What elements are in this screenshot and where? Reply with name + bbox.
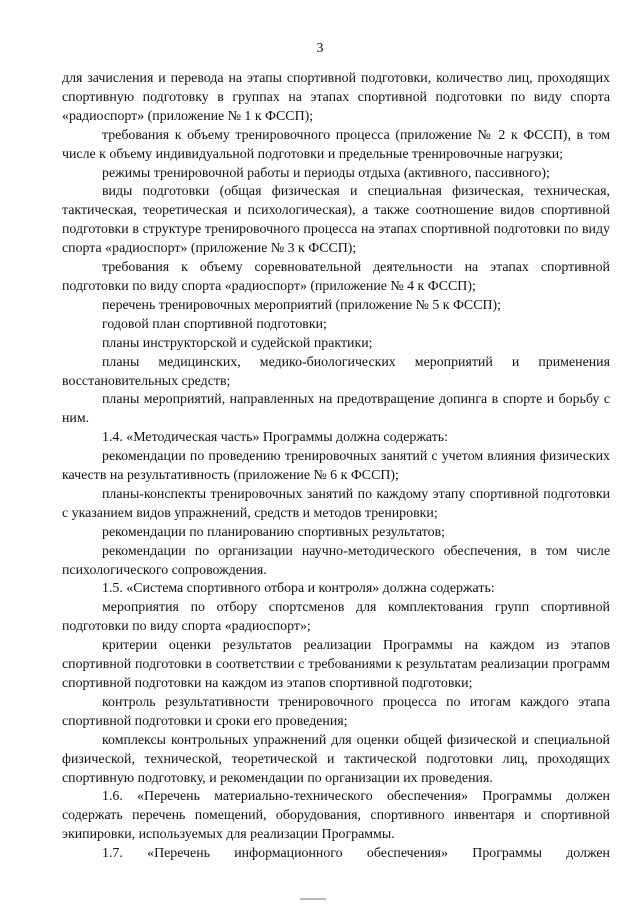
section-heading-material-support: 1.6. «Перечень материально-технического обеспечения» Программы должен содержать перечень помещений, оборудования, спортивного инвентаря и спортивной экипировки, используемых для реализации Программы. bbox=[62, 789, 610, 843]
paragraph-admission-criteria: для зачисления и перевода на этапы спортивной подготовки, количество лиц, проходящих спортивную подготовку в группах на этапах спортивной подготовки по виду спорта «радиоспорт» (приложение № 1 к ФССП); bbox=[62, 71, 610, 124]
paragraph-training-types: виды подготовки (общая физическая и специальная физическая, техническая, тактическая, теоретическая и психологическая), а также соотношение видов спортивной подготовки в структуре тренировочного процесса на этапах спортивной подготовки по виду спорта «радиоспорт» (приложение № 3 к ФССП); bbox=[62, 184, 610, 257]
section-heading-methodical-part: 1.4. «Методическая часть» Программы должна содержать: bbox=[102, 430, 448, 446]
paragraph-evaluation-criteria: критерии оценки результатов реализации Программы на каждом из этапов спортивной подготовки в соответствии с требованиями к результатам реализации программ спортивной подготовки на каждом из этапов спортивной подготовки; bbox=[62, 638, 610, 691]
paragraph-scientific-support: рекомендации по организации научно-методического обеспечения, в том числе психологического сопровождения. bbox=[62, 543, 610, 578]
paragraph-anti-doping: планы мероприятий, направленных на предотвращение допинга в спорте и борьбу с ним. bbox=[62, 392, 610, 427]
paragraph-lesson-plans: планы-конспекты тренировочных занятий по каждому этапу спортивной подготовки с указанием видов упражнений, средств и методов тренировки; bbox=[62, 486, 610, 521]
section-heading-information-support: 1.7. «Перечень информационного обеспечения» Программы должен bbox=[102, 846, 610, 862]
paragraph-annual-plan: годовой план спортивной подготовки; bbox=[102, 316, 327, 332]
scan-mark bbox=[300, 898, 326, 900]
paragraph-medical-plans: планы медицинских, медико-биологических мероприятий и применения восстановительных средств; bbox=[62, 354, 610, 389]
paragraph-athlete-selection: мероприятия по отбору спортсменов для комплектования групп спортивной подготовки по виду спорта «радиоспорт»; bbox=[62, 600, 610, 635]
paragraph-control-exercises: комплексы контрольных упражнений для оценки общей физической и специальной физической, технической, теоретической и тактической подготовки лиц, проходящих спортивную подготовку, и рекомендации по организации их проведения. bbox=[62, 732, 610, 786]
paragraph-training-recommendations: рекомендации по проведению тренировочных занятий с учетом влияния физических качеств на результативность (приложение № 6 к ФССП); bbox=[62, 449, 610, 484]
section-heading-selection-control: 1.5. «Система спортивного отбора и контроля» должна содержать: bbox=[102, 581, 495, 597]
document-body bbox=[62, 70, 610, 864]
paragraph-performance-control: контроль результативности тренировочного процесса по итогам каждого этапа спортивной подготовки и сроки его проведения; bbox=[62, 694, 610, 729]
paragraph-results-planning: рекомендации по планированию спортивных результатов; bbox=[102, 524, 446, 540]
paragraph-training-regimes: режимы тренировочной работы и периоды отдыха (активного, пассивного); bbox=[102, 165, 550, 181]
paragraph-training-volume: требования к объему тренировочного процесса (приложение № 2 к ФССП), в том числе к объему индивидуальной подготовки и предельные тренировочные нагрузки; bbox=[62, 127, 610, 162]
paragraph-competition-volume: требования к объему соревновательной деятельности на этапах спортивной подготовки по виду спорта «радиоспорт» (приложение № 4 к ФССП); bbox=[62, 260, 610, 294]
page-number: 3 bbox=[316, 41, 324, 56]
paragraph-instructor-practice: планы инструкторской и судейской практики; bbox=[102, 335, 373, 351]
paragraph-training-events: перечень тренировочных мероприятий (приложение № 5 к ФССП); bbox=[102, 297, 501, 313]
